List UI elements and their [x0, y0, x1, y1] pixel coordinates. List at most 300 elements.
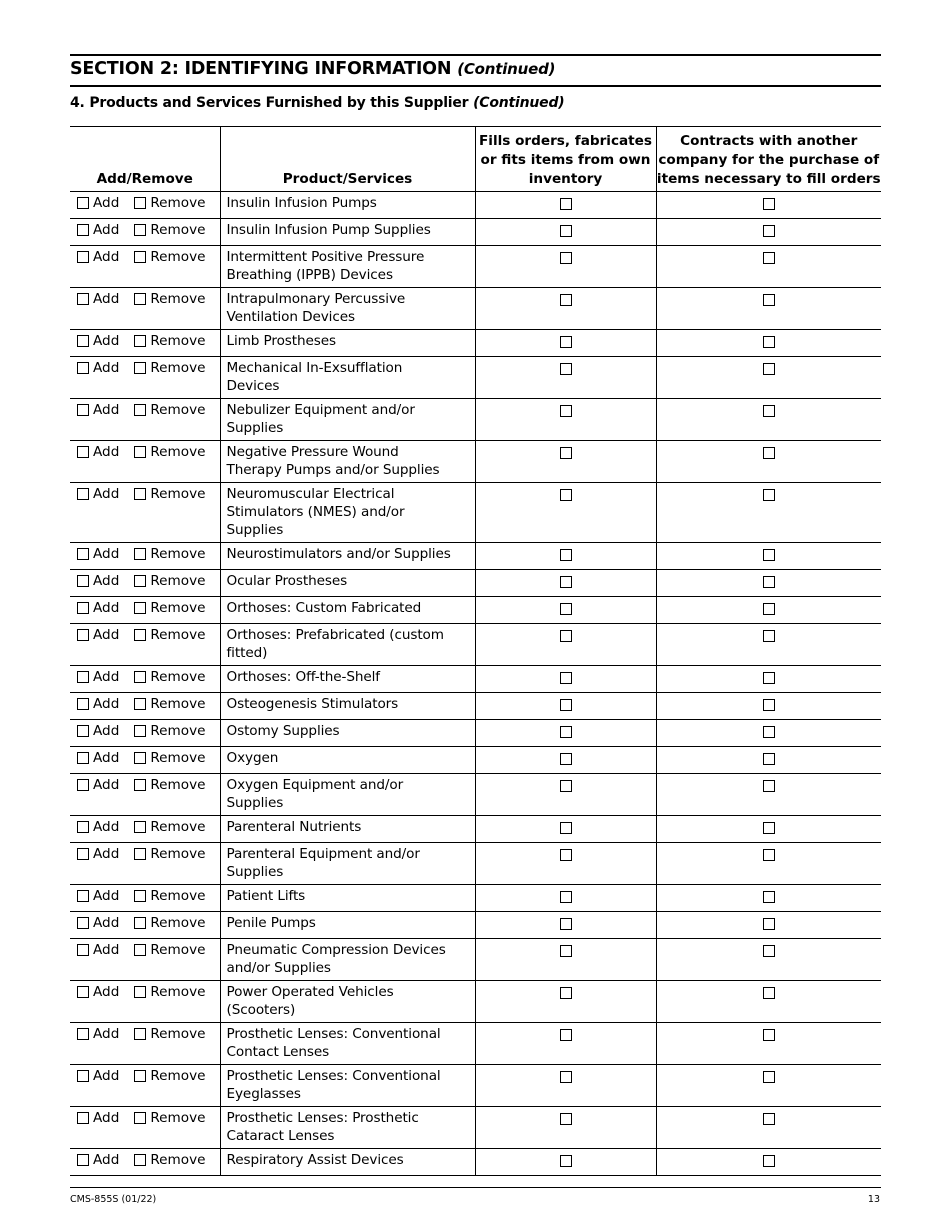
add-checkbox[interactable]: [77, 671, 89, 683]
product-name-line: Insulin Infusion Pump Supplies: [226, 222, 431, 238]
remove-option[interactable]: [134, 485, 205, 503]
table-row: [70, 885, 881, 912]
add-option[interactable]: [77, 485, 119, 503]
remove-option[interactable]: [134, 668, 205, 686]
product-name-line: and/or Supplies: [226, 960, 331, 976]
add-option[interactable]: [77, 599, 119, 617]
add-option[interactable]: [77, 818, 119, 836]
remove-checkbox[interactable]: [134, 548, 146, 560]
contracts-checkbox[interactable]: [763, 672, 775, 684]
contracts-checkbox[interactable]: [763, 987, 775, 999]
remove-label: Remove: [150, 333, 206, 349]
remove-checkbox[interactable]: [134, 671, 146, 683]
contracts-checkbox[interactable]: [763, 630, 775, 642]
remove-option[interactable]: [134, 914, 205, 932]
contracts-checkbox[interactable]: [763, 699, 775, 711]
remove-checkbox[interactable]: [134, 725, 146, 737]
table-row: [70, 597, 881, 624]
add-checkbox[interactable]: [77, 944, 89, 956]
table-row: [70, 330, 881, 357]
add-checkbox[interactable]: [77, 1112, 89, 1124]
remove-option[interactable]: [134, 983, 205, 1001]
fills-orders-cell: [475, 816, 656, 843]
fills-orders-checkbox[interactable]: [560, 849, 572, 861]
contracts-checkbox[interactable]: [763, 549, 775, 561]
add-remove-cell: [70, 624, 220, 666]
remove-checkbox[interactable]: [134, 362, 146, 374]
remove-label: Remove: [150, 819, 206, 835]
contracts-cell: [656, 570, 881, 597]
remove-checkbox[interactable]: [134, 575, 146, 587]
add-checkbox[interactable]: [77, 224, 89, 236]
add-checkbox[interactable]: [77, 725, 89, 737]
add-option[interactable]: [77, 983, 119, 1001]
fills-orders-checkbox[interactable]: [560, 630, 572, 642]
fills-orders-checkbox[interactable]: [560, 447, 572, 459]
fills-orders-checkbox[interactable]: [560, 1071, 572, 1083]
contracts-checkbox[interactable]: [763, 1113, 775, 1125]
contracts-cell: [656, 816, 881, 843]
add-checkbox[interactable]: [77, 821, 89, 833]
product-name-line: Contact Lenses: [226, 1044, 330, 1060]
contracts-checkbox[interactable]: [763, 753, 775, 765]
add-remove-cell: [70, 885, 220, 912]
add-remove-cell: [70, 483, 220, 543]
add-label: Add: [93, 444, 120, 460]
remove-option[interactable]: [134, 194, 205, 212]
fills-orders-checkbox[interactable]: [560, 918, 572, 930]
add-checkbox[interactable]: [77, 602, 89, 614]
add-checkbox[interactable]: [77, 575, 89, 587]
table-row: [70, 912, 881, 939]
contracts-cell: [656, 885, 881, 912]
fills-orders-cell: [475, 1065, 656, 1107]
add-option[interactable]: [77, 845, 119, 863]
remove-label: Remove: [150, 1110, 206, 1126]
fills-orders-checkbox[interactable]: [560, 699, 572, 711]
table-row: [70, 1107, 881, 1149]
add-option[interactable]: [77, 695, 119, 713]
product-name-line: Penile Pumps: [226, 915, 316, 931]
remove-option[interactable]: [134, 749, 205, 767]
add-option[interactable]: [77, 545, 119, 563]
fills-orders-checkbox[interactable]: [560, 225, 572, 237]
add-option[interactable]: [77, 1025, 119, 1043]
add-label: Add: [93, 402, 120, 418]
contracts-checkbox[interactable]: [763, 1155, 775, 1167]
add-option[interactable]: [77, 887, 119, 905]
header-line: inventory: [528, 171, 603, 187]
remove-checkbox[interactable]: [134, 848, 146, 860]
fills-orders-cell: [475, 1149, 656, 1176]
table-row: [70, 219, 881, 246]
fills-orders-checkbox[interactable]: [560, 780, 572, 792]
contracts-checkbox[interactable]: [763, 363, 775, 375]
remove-checkbox[interactable]: [134, 197, 146, 209]
header-product: Product/Services: [220, 127, 475, 192]
add-checkbox[interactable]: [77, 548, 89, 560]
fills-orders-checkbox[interactable]: [560, 252, 572, 264]
remove-checkbox[interactable]: [134, 1028, 146, 1040]
table-row: [70, 843, 881, 885]
add-label: Add: [93, 1152, 120, 1168]
add-checkbox[interactable]: [77, 629, 89, 641]
add-option[interactable]: [77, 776, 119, 794]
contracts-cell: [656, 219, 881, 246]
fills-orders-checkbox[interactable]: [560, 987, 572, 999]
add-label: Add: [93, 195, 120, 211]
add-remove-cell: [70, 1023, 220, 1065]
fills-orders-checkbox[interactable]: [560, 945, 572, 957]
add-option[interactable]: [77, 221, 119, 239]
product-name: [220, 774, 475, 816]
product-name-line: Orthoses: Custom Fabricated: [226, 600, 422, 616]
remove-checkbox[interactable]: [134, 404, 146, 416]
remove-option[interactable]: [134, 545, 205, 563]
fills-orders-checkbox[interactable]: [560, 672, 572, 684]
add-remove-cell: [70, 912, 220, 939]
add-option[interactable]: [77, 941, 119, 959]
add-checkbox[interactable]: [77, 446, 89, 458]
add-option[interactable]: [77, 914, 119, 932]
contracts-cell: [656, 441, 881, 483]
add-remove-cell: [70, 357, 220, 399]
remove-checkbox[interactable]: [134, 1112, 146, 1124]
fills-orders-cell: [475, 330, 656, 357]
remove-checkbox[interactable]: [134, 1070, 146, 1082]
add-option[interactable]: [77, 749, 119, 767]
contracts-checkbox[interactable]: [763, 726, 775, 738]
add-remove-cell: [70, 330, 220, 357]
product-name: [220, 441, 475, 483]
remove-option[interactable]: [134, 359, 205, 377]
remove-option[interactable]: [134, 248, 205, 266]
add-checkbox[interactable]: [77, 251, 89, 263]
contracts-checkbox[interactable]: [763, 252, 775, 264]
fills-orders-checkbox[interactable]: [560, 822, 572, 834]
remove-checkbox[interactable]: [134, 629, 146, 641]
product-name-line: Supplies: [226, 522, 284, 538]
fills-orders-checkbox[interactable]: [560, 489, 572, 501]
contracts-checkbox[interactable]: [763, 576, 775, 588]
add-remove-cell: [70, 774, 220, 816]
add-option[interactable]: [77, 332, 119, 350]
product-name: [220, 1149, 475, 1176]
page-number: 13: [867, 1194, 880, 1205]
contracts-cell: [656, 747, 881, 774]
add-label: Add: [93, 888, 120, 904]
contracts-cell: [656, 981, 881, 1023]
add-remove-cell: [70, 219, 220, 246]
remove-checkbox[interactable]: [134, 752, 146, 764]
remove-label: Remove: [150, 195, 206, 211]
add-checkbox[interactable]: [77, 917, 89, 929]
remove-label: Remove: [150, 750, 206, 766]
header-fills-orders: [475, 127, 656, 192]
add-checkbox[interactable]: [77, 362, 89, 374]
add-remove-cell: [70, 597, 220, 624]
product-name-line: Ocular Prostheses: [226, 573, 348, 589]
remove-checkbox[interactable]: [134, 698, 146, 710]
table-row: [70, 483, 881, 543]
add-option[interactable]: [77, 290, 119, 308]
product-name: [220, 666, 475, 693]
product-name-line: Supplies: [226, 864, 284, 880]
table-row: [70, 666, 881, 693]
table-row: [70, 981, 881, 1023]
fills-orders-checkbox[interactable]: [560, 294, 572, 306]
contracts-checkbox[interactable]: [763, 849, 775, 861]
add-checkbox[interactable]: [77, 698, 89, 710]
fills-orders-checkbox[interactable]: [560, 576, 572, 588]
add-option[interactable]: [77, 443, 119, 461]
fills-orders-checkbox[interactable]: [560, 336, 572, 348]
add-option[interactable]: [77, 722, 119, 740]
add-label: Add: [93, 1026, 120, 1042]
fills-orders-cell: [475, 720, 656, 747]
contracts-checkbox[interactable]: [763, 945, 775, 957]
add-checkbox[interactable]: [77, 197, 89, 209]
remove-option[interactable]: [134, 845, 205, 863]
add-option[interactable]: [77, 1067, 119, 1085]
add-checkbox[interactable]: [77, 335, 89, 347]
add-option[interactable]: [77, 1151, 119, 1169]
contracts-cell: [656, 666, 881, 693]
add-remove-cell: [70, 747, 220, 774]
add-checkbox[interactable]: [77, 752, 89, 764]
remove-option[interactable]: [134, 290, 205, 308]
fills-orders-cell: [475, 981, 656, 1023]
add-checkbox[interactable]: [77, 1028, 89, 1040]
contracts-cell: [656, 246, 881, 288]
add-checkbox[interactable]: [77, 986, 89, 998]
product-name-line: Therapy Pumps and/or Supplies: [226, 462, 440, 478]
product-name-line: Intrapulmonary Percussive: [226, 291, 406, 307]
product-name: [220, 816, 475, 843]
fills-orders-cell: [475, 357, 656, 399]
fills-orders-cell: [475, 597, 656, 624]
contracts-cell: [656, 357, 881, 399]
contracts-checkbox[interactable]: [763, 447, 775, 459]
product-name-line: Prosthetic Lenses: Conventional: [226, 1068, 441, 1084]
section-title-suffix: (Continued): [457, 60, 556, 78]
product-name-line: Prosthetic Lenses: Prosthetic: [226, 1110, 419, 1126]
contracts-checkbox[interactable]: [763, 405, 775, 417]
contracts-checkbox[interactable]: [763, 780, 775, 792]
remove-checkbox[interactable]: [134, 986, 146, 998]
product-name: [220, 981, 475, 1023]
product-name-line: Oxygen Equipment and/or: [226, 777, 404, 793]
contracts-checkbox[interactable]: [763, 225, 775, 237]
remove-checkbox[interactable]: [134, 890, 146, 902]
fills-orders-cell: [475, 843, 656, 885]
remove-option[interactable]: [134, 599, 205, 617]
contracts-cell: [656, 192, 881, 219]
remove-option[interactable]: [134, 332, 205, 350]
fills-orders-checkbox[interactable]: [560, 1155, 572, 1167]
fills-orders-cell: [475, 246, 656, 288]
table-row: [70, 939, 881, 981]
remove-checkbox[interactable]: [134, 224, 146, 236]
add-option[interactable]: [77, 626, 119, 644]
remove-label: Remove: [150, 600, 206, 616]
contracts-cell: [656, 774, 881, 816]
contracts-checkbox[interactable]: [763, 336, 775, 348]
add-checkbox[interactable]: [77, 293, 89, 305]
fills-orders-cell: [475, 1023, 656, 1065]
product-name: [220, 885, 475, 912]
fills-orders-cell: [475, 441, 656, 483]
product-name-line: Parenteral Equipment and/or: [226, 846, 420, 862]
fills-orders-checkbox[interactable]: [560, 1029, 572, 1041]
remove-checkbox[interactable]: [134, 446, 146, 458]
remove-option[interactable]: [134, 722, 205, 740]
add-remove-cell: [70, 192, 220, 219]
contracts-checkbox[interactable]: [763, 891, 775, 903]
remove-option[interactable]: [134, 443, 205, 461]
add-checkbox[interactable]: [77, 779, 89, 791]
product-name: [220, 570, 475, 597]
title-rule: [70, 85, 881, 87]
product-name-line: (Scooters): [226, 1002, 296, 1018]
fills-orders-cell: [475, 747, 656, 774]
remove-checkbox[interactable]: [134, 335, 146, 347]
top-rule: [70, 54, 881, 56]
add-remove-cell: [70, 939, 220, 981]
contracts-checkbox[interactable]: [763, 1071, 775, 1083]
contracts-checkbox[interactable]: [763, 1029, 775, 1041]
remove-checkbox[interactable]: [134, 917, 146, 929]
section-title: [70, 59, 555, 79]
add-remove-cell: [70, 1065, 220, 1107]
fills-orders-cell: [475, 912, 656, 939]
fills-orders-checkbox[interactable]: [560, 363, 572, 375]
remove-checkbox[interactable]: [134, 1154, 146, 1166]
add-checkbox[interactable]: [77, 890, 89, 902]
add-remove-cell: [70, 543, 220, 570]
remove-label: Remove: [150, 627, 206, 643]
add-option[interactable]: [77, 572, 119, 590]
add-checkbox[interactable]: [77, 1070, 89, 1082]
remove-checkbox[interactable]: [134, 293, 146, 305]
fills-orders-cell: [475, 666, 656, 693]
contracts-checkbox[interactable]: [763, 918, 775, 930]
contracts-cell: [656, 483, 881, 543]
product-name: [220, 747, 475, 774]
remove-option[interactable]: [134, 1025, 205, 1043]
fills-orders-checkbox[interactable]: [560, 753, 572, 765]
remove-option[interactable]: [134, 1109, 205, 1127]
add-option[interactable]: [77, 359, 119, 377]
product-name-line: Supplies: [226, 420, 284, 436]
add-label: Add: [93, 942, 120, 958]
add-label: Add: [93, 669, 120, 685]
add-remove-cell: [70, 816, 220, 843]
product-name: [220, 357, 475, 399]
remove-label: Remove: [150, 915, 206, 931]
remove-option[interactable]: [134, 776, 205, 794]
remove-label: Remove: [150, 696, 206, 712]
fills-orders-checkbox[interactable]: [560, 549, 572, 561]
product-name: [220, 483, 475, 543]
remove-option[interactable]: [134, 1151, 205, 1169]
fills-orders-checkbox[interactable]: [560, 405, 572, 417]
product-name-line: Orthoses: Prefabricated (custom: [226, 627, 444, 643]
add-label: Add: [93, 1110, 120, 1126]
remove-option[interactable]: [134, 401, 205, 419]
fills-orders-checkbox[interactable]: [560, 726, 572, 738]
add-checkbox[interactable]: [77, 1154, 89, 1166]
remove-checkbox[interactable]: [134, 602, 146, 614]
footer-rule: [70, 1187, 881, 1188]
remove-checkbox[interactable]: [134, 944, 146, 956]
add-checkbox[interactable]: [77, 848, 89, 860]
header-line: Contracts with another: [680, 133, 858, 149]
table-row: [70, 441, 881, 483]
contracts-cell: [656, 1107, 881, 1149]
remove-label: Remove: [150, 486, 206, 502]
remove-option[interactable]: [134, 1067, 205, 1085]
add-option[interactable]: [77, 248, 119, 266]
remove-option[interactable]: [134, 941, 205, 959]
contracts-checkbox[interactable]: [763, 294, 775, 306]
remove-option[interactable]: [134, 695, 205, 713]
add-option[interactable]: [77, 668, 119, 686]
remove-checkbox[interactable]: [134, 251, 146, 263]
product-name: [220, 1023, 475, 1065]
remove-option[interactable]: [134, 626, 205, 644]
product-name-line: Neuromuscular Electrical: [226, 486, 395, 502]
contracts-checkbox[interactable]: [763, 489, 775, 501]
product-name-line: Orthoses: Off-the-Shelf: [226, 669, 380, 685]
table-row: [70, 693, 881, 720]
table-row: [70, 192, 881, 219]
add-option[interactable]: [77, 1109, 119, 1127]
fills-orders-checkbox[interactable]: [560, 603, 572, 615]
add-remove-cell: [70, 1149, 220, 1176]
fills-orders-cell: [475, 543, 656, 570]
remove-label: Remove: [150, 984, 206, 1000]
add-option[interactable]: [77, 401, 119, 419]
remove-checkbox[interactable]: [134, 488, 146, 500]
remove-checkbox[interactable]: [134, 821, 146, 833]
add-option[interactable]: [77, 194, 119, 212]
remove-option[interactable]: [134, 572, 205, 590]
add-label: Add: [93, 291, 120, 307]
fills-orders-cell: [475, 219, 656, 246]
contracts-checkbox[interactable]: [763, 603, 775, 615]
fills-orders-checkbox[interactable]: [560, 1113, 572, 1125]
remove-checkbox[interactable]: [134, 779, 146, 791]
remove-option[interactable]: [134, 818, 205, 836]
fills-orders-checkbox[interactable]: [560, 198, 572, 210]
fills-orders-checkbox[interactable]: [560, 891, 572, 903]
fills-orders-cell: [475, 288, 656, 330]
add-checkbox[interactable]: [77, 488, 89, 500]
remove-option[interactable]: [134, 887, 205, 905]
contracts-checkbox[interactable]: [763, 822, 775, 834]
product-name: [220, 693, 475, 720]
product-name-line: Pneumatic Compression Devices: [226, 942, 446, 958]
contracts-checkbox[interactable]: [763, 198, 775, 210]
remove-option[interactable]: [134, 221, 205, 239]
remove-label: Remove: [150, 1068, 206, 1084]
add-remove-cell: [70, 666, 220, 693]
add-checkbox[interactable]: [77, 404, 89, 416]
fills-orders-cell: [475, 939, 656, 981]
product-name: [220, 720, 475, 747]
table-row: [70, 720, 881, 747]
